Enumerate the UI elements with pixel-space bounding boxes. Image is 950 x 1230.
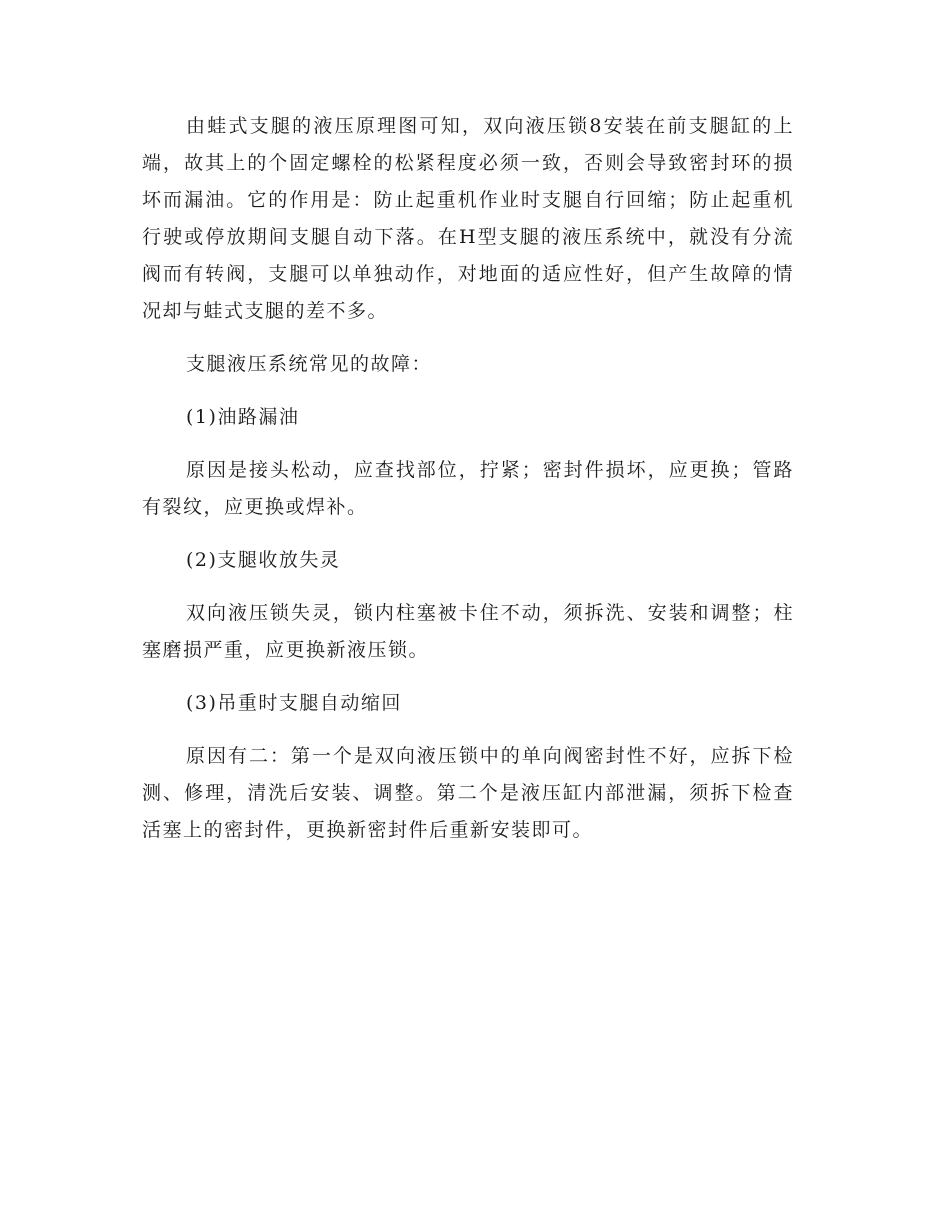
paragraph-auto-retract-cause: 原因有二：第一个是双向液压锁中的单向阀密封性不好，应拆下检测、修理，清洗后安装、调整。第二个是液压缸内部泄漏，须拆下检查活塞上的密封件，更换新密封件后重新安装即可。 (142, 745, 794, 841)
paragraph-intro: 由蛙式支腿的液压原理图可知，双向液压锁8安装在前支腿缸的上端，故其上的个固定螺栓的松紧程度必须一致，否则会导致密封环的损坏而漏油。它的作用是：防止起重机作业时支腿自行回缩；防止起重机行驶或停放期间支腿自动下落。在H型支腿的液压系统中，就没有分流阀而有转阀，支腿可以单独动作，对地面的适应性好，但产生故障的情况却与蛙式支腿的差不多。 (142, 115, 794, 322)
document-body (142, 108, 794, 865)
section-heading-oil-leak: (1)油路漏油 (186, 406, 300, 428)
section-heading-retract-failure: (2)支腿收放失灵 (186, 549, 341, 571)
paragraph-retract-failure-cause: 双向液压锁失灵，锁内柱塞被卡住不动，须拆洗、安装和调整；柱塞磨损严重，应更换新液压锁。 (142, 602, 794, 661)
paragraph-faults-heading: 支腿液压系统常见的故障： (186, 353, 433, 375)
paragraph-oil-leak-cause: 原因是接头松动，应查找部位，拧紧；密封件损坏，应更换；管路有裂纹，应更换或焊补。 (142, 459, 794, 518)
section-heading-auto-retract: (3)吊重时支腿自动缩回 (186, 692, 402, 714)
